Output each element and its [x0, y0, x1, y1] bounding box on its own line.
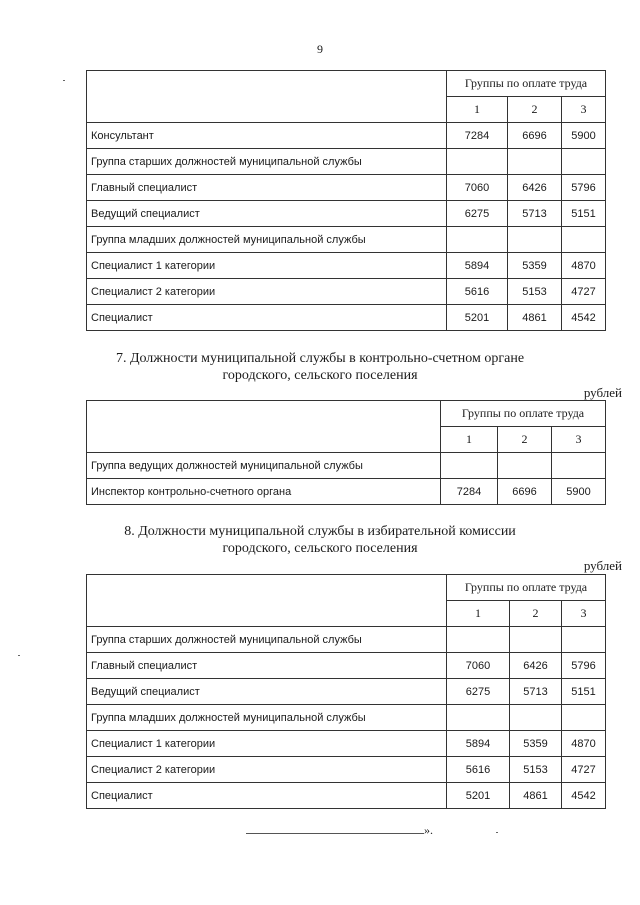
salary-value-group-2: 5153: [508, 279, 562, 305]
table-row: [87, 123, 606, 149]
salary-value-group-3: 4727: [562, 279, 606, 305]
page-number: 9: [317, 42, 323, 56]
section-8-title: [0, 523, 640, 557]
group-header: Группы по оплате труда: [447, 575, 606, 601]
position-name: Специалист 2 категории: [87, 757, 447, 783]
salary-value-group-2: 5359: [508, 253, 562, 279]
position-name: Специалист: [87, 305, 447, 331]
group-number: 1: [441, 427, 498, 453]
position-name: Специалист 1 категории: [87, 731, 447, 757]
table-body: [87, 123, 606, 331]
salary-value-group-1: [447, 705, 510, 731]
position-name: Инспектор контрольно-счетного органа: [87, 479, 441, 505]
salary-value-group-3: 4870: [562, 731, 606, 757]
group-number: 2: [498, 427, 552, 453]
salary-value-group-2: 5713: [508, 201, 562, 227]
position-name: Группа младших должностей муниципальной службы: [87, 705, 447, 731]
salary-value-group-2: [510, 627, 562, 653]
salary-value-group-2: 6696: [498, 479, 552, 505]
group-number: 3: [562, 97, 606, 123]
group-number: 3: [552, 427, 606, 453]
salary-value-group-1: 7284: [441, 479, 498, 505]
section-7-title: [0, 350, 640, 384]
salary-value-group-3: 4870: [562, 253, 606, 279]
table-row: [87, 149, 606, 175]
scan-speck: [63, 80, 65, 81]
salary-value-group-2: 6426: [510, 653, 562, 679]
salary-value-group-1: 5894: [447, 253, 508, 279]
salary-value-group-1: 5201: [447, 783, 510, 809]
table-row: [87, 653, 606, 679]
position-name: Группа старших должностей муниципальной службы: [87, 149, 447, 175]
position-name: Главный специалист: [87, 653, 447, 679]
table-row: [87, 783, 606, 809]
salary-value-group-1: 5201: [447, 305, 508, 331]
salary-value-group-1: 7284: [447, 123, 508, 149]
group-number: 2: [510, 601, 562, 627]
closing-line: [246, 823, 433, 838]
currency-unit: рублей: [583, 558, 622, 573]
position-name: Главный специалист: [87, 175, 447, 201]
table-row: [87, 453, 606, 479]
table-body: [87, 453, 606, 505]
salary-value-group-1: [447, 227, 508, 253]
group-number: 2: [508, 97, 562, 123]
group-header: Группы по оплате труда: [441, 401, 606, 427]
salary-value-group-3: 5900: [562, 123, 606, 149]
salary-value-group-2: 4861: [508, 305, 562, 331]
salary-table-continued: [86, 70, 606, 331]
salary-value-group-3: 5151: [562, 201, 606, 227]
salary-value-group-3: [562, 705, 606, 731]
table-row: [87, 305, 606, 331]
signature-underline: [246, 823, 424, 834]
salary-value-group-2: 6696: [508, 123, 562, 149]
salary-value-group-3: 5151: [562, 679, 606, 705]
group-number: 3: [562, 601, 606, 627]
salary-value-group-3: 5900: [552, 479, 606, 505]
salary-value-group-1: 7060: [447, 653, 510, 679]
salary-value-group-2: [498, 453, 552, 479]
salary-value-group-2: [510, 705, 562, 731]
salary-value-group-1: 5894: [447, 731, 510, 757]
group-number: 1: [447, 97, 508, 123]
salary-value-group-1: [447, 627, 510, 653]
table-row: [87, 279, 606, 305]
table-body: [87, 627, 606, 809]
salary-value-group-1: 6275: [447, 679, 510, 705]
position-name: Ведущий специалист: [87, 679, 447, 705]
election-commission-salary-table: [86, 574, 606, 809]
position-name: Консультант: [87, 123, 447, 149]
group-number: 1: [447, 601, 510, 627]
salary-value-group-1: 5616: [447, 279, 508, 305]
section-title-line: 7. Должности муниципальной службы в контрольно-счетном органе: [115, 351, 525, 366]
salary-value-group-3: [562, 227, 606, 253]
salary-value-group-2: 5153: [510, 757, 562, 783]
salary-value-group-1: 6275: [447, 201, 508, 227]
salary-value-group-3: [562, 627, 606, 653]
salary-value-group-1: 7060: [447, 175, 508, 201]
salary-value-group-2: [508, 149, 562, 175]
table-row: [87, 627, 606, 653]
salary-value-group-1: [441, 453, 498, 479]
table-row: [87, 705, 606, 731]
audit-body-salary-table: [86, 400, 606, 505]
salary-value-group-3: 4542: [562, 305, 606, 331]
position-name: Специалист 2 категории: [87, 279, 447, 305]
salary-value-group-2: 5713: [510, 679, 562, 705]
currency-unit: рублей: [583, 385, 622, 400]
salary-value-group-1: [447, 149, 508, 175]
salary-value-group-3: [562, 149, 606, 175]
table-row: [87, 731, 606, 757]
table-row: [87, 253, 606, 279]
salary-value-group-3: 4542: [562, 783, 606, 809]
group-header: Группы по оплате труда: [447, 71, 606, 97]
table-row: [87, 479, 606, 505]
salary-value-group-2: [508, 227, 562, 253]
closing-quote: ».: [424, 823, 433, 837]
salary-value-group-1: 5616: [447, 757, 510, 783]
section-title-line: городского, сельского поселения: [222, 541, 418, 556]
salary-value-group-2: 5359: [510, 731, 562, 757]
table-row: [87, 679, 606, 705]
position-name: Ведущий специалист: [87, 201, 447, 227]
section-title-line: 8. Должности муниципальной службы в избирательной комиссии: [124, 524, 516, 539]
salary-value-group-3: 4727: [562, 757, 606, 783]
table-row: [87, 757, 606, 783]
salary-value-group-3: 5796: [562, 175, 606, 201]
position-name: Группа младших должностей муниципальной службы: [87, 227, 447, 253]
table-row: [87, 201, 606, 227]
scan-speck: [18, 655, 20, 656]
position-name: Специалист: [87, 783, 447, 809]
scan-speck: [496, 832, 498, 833]
section-title-line: городского, сельского поселения: [222, 368, 418, 383]
position-name: Специалист 1 категории: [87, 253, 447, 279]
salary-value-group-2: 6426: [508, 175, 562, 201]
position-header-cell: [87, 71, 447, 123]
position-name: Группа старших должностей муниципальной службы: [87, 627, 447, 653]
table-row: [87, 227, 606, 253]
salary-value-group-2: 4861: [510, 783, 562, 809]
salary-value-group-3: [552, 453, 606, 479]
position-name: Группа ведущих должностей муниципальной службы: [87, 453, 441, 479]
salary-value-group-3: 5796: [562, 653, 606, 679]
position-header-cell: [87, 575, 447, 627]
table-row: [87, 175, 606, 201]
position-header-cell: [87, 401, 441, 453]
